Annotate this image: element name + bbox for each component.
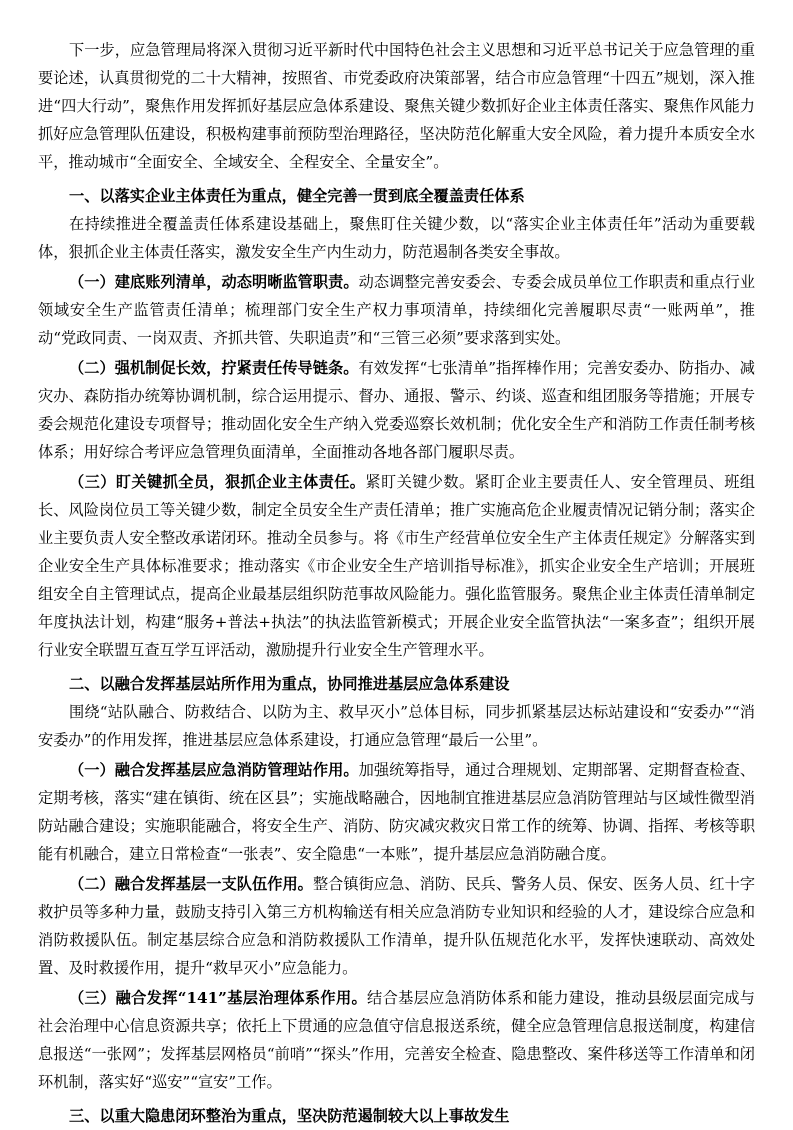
section-2-item-2-text: 整合镇街应急、消防、民兵、警务人员、保安、医务人员、红十字救护员等多种力量，鼓励支持引入第三方机构输送有相关应急消防专业知识和经验的人才，建设综合应急和消防救援队伍。制定基层综合应急和消防救援队工作清单，提升队伍规范化水平，发挥快速联动、高效处置、及时救援作用，提升“救早灭小”应急能力。 xyxy=(38,875,756,977)
section-1-intro: 在持续推进全覆盖责任体系建设基础上，聚焦盯住关键少数，以“落实企业主体责任年”活动为重要载体，狠抓企业主体责任落实，激发安全生产内生动力，防范遏制各类安全事故。 xyxy=(38,215,755,261)
section-2-item-1-title: （一）融合发挥基层应急消防管理站作用。 xyxy=(69,761,359,779)
section-1-item-2 xyxy=(38,354,755,466)
section-1-item-1 xyxy=(38,268,755,352)
section-1-item-3-text: 紧盯关键少数。紧盯企业主要责任人、安全管理员、班组长、风险岗位员工等关键少数，制定全员安全生产责任清单；推广实施高危企业履责情况记销分制；落实企业主要负责人安全整改承诺闭环。推动全员参与。将《市生产经营单位安全生产主体责任规定》分解落实到企业安全生产具体标准要求；推动落实《市企业安全生产培训指导标准》，抓实企业安全生产培训；开展班组安全自主管理试点，提高企业最基层组织防范事故风险能力。强化监管服务。聚焦企业主体责任清单制定年度执法计划，构建“服务+普法+执法”的执法监管新模式；开展企业安全监管执法“一案多查”；组织开展行业安全联盟互查互学互评活动，激励提升行业安全生产管理水平。 xyxy=(38,473,756,659)
section-2-item-3-title: （三）融合发挥“141”基层治理体系作用。 xyxy=(69,989,368,1007)
section-2-item-1 xyxy=(38,756,755,868)
section-3-heading: 三、以重大隐患闭环整治为重点，坚决防范遏制较大以上事故发生 xyxy=(69,1107,510,1125)
intro-paragraph: 下一步，应急管理局将深入贯彻习近平新时代中国特色社会主义思想和习近平总书记关于应急管理的重要论述，认真贯彻党的二十大精神，按照省、市党委政府决策部署，结合市应急管理“十四五”规划，深入推进“四大行动”，聚焦作用发挥抓好基层应急体系建设、聚焦关键少数抓好企业主体责任落实、聚焦作风能力抓好应急管理队伍建设，积极构建事前预防型治理路径，坚决防范化解重大安全风险，着力提升本质安全水平，推动城市“全面安全、全域安全、全程安全、全量安全”。 xyxy=(38,41,755,171)
section-2-item-2 xyxy=(38,870,755,982)
section-1-item-2-title: （二）强机制促长效，拧紧责任传导链条。 xyxy=(69,359,359,377)
section-1-item-3 xyxy=(38,468,755,664)
section-2-heading: 二、以融合发挥基层站所作用为重点，协同推进基层应急体系建设 xyxy=(69,675,510,693)
section-1-item-2-text: 有效发挥“七张清单”指挥棒作用；完善安委办、防指办、减灾办、森防指办统筹协调机制，综合运用提示、督办、通报、警示、约谈、巡查和组团服务等措施；开展专委会规范化建设专项督导；推动固化安全生产纳入党委巡察长效机制；优化安全生产和消防工作责任制考核体系；用好综合考评应急管理负面清单，全面推动各地各部门履职尽责。 xyxy=(38,359,755,461)
section-2-item-2-title: （二）融合发挥基层一支队伍作用。 xyxy=(69,875,313,893)
section-2-item-1-text: 加强统筹指导，通过合理规划、定期部署、定期督查检查、定期考核，落实“建在镇街、统在区县”；实施战略融合，因地制宜推进基层应急消防管理站与区域性微型消防站融合建设；实施职能融合，将安全生产、消防、防灾减灾救灾日常工作的统筹、协调、指挥、考核等职能有机融合，建立日常检查“一张表”、安全隐患“一本账”，提升基层应急消防融合度。 xyxy=(38,761,756,863)
section-2-item-3-text: 结合基层应急消防体系和能力建设，推动县级层面完成与社会治理中心信息资源共享；依托上下贯通的应急值守信息报送系统，健全应急管理信息报送制度，构建信息报送“一张网”；发挥基层网格员“前哨”“探头”作用，完善安全检查、隐患整改、案件移送等工作清单和闭环机制，落实好“巡安”“宣安”工作。 xyxy=(38,989,755,1091)
section-1-item-1-text: 动态调整完善安委会、专委会成员单位工作职责和重点行业领域安全生产监管责任清单；梳理部门安全生产权力事项清单，持续细化完善履职尽责“一账两单”，推动“党政同责、一岗双责、齐抓共管、失职追责”和“三管三必须”要求落到实处。 xyxy=(38,273,756,347)
section-1-item-3-title: （三）盯关键抓全员，狠抓企业主体责任。 xyxy=(69,473,366,491)
section-2-intro: 围绕“站队融合、防救结合、以防为主、救早灭小”总体目标，同步抓紧基层达标站建设和“安委办”“消安委办”的作用发挥，推进基层应急体系建设，打通应急管理“最后一公里”。 xyxy=(38,703,755,749)
section-1-heading: 一、以落实企业主体责任为重点，健全完善一贯到底全覆盖责任体系 xyxy=(69,187,525,205)
section-2-item-3 xyxy=(38,984,755,1096)
section-1-item-1-title: （一）建底账列清单，动态明晰监管职责。 xyxy=(69,273,359,291)
